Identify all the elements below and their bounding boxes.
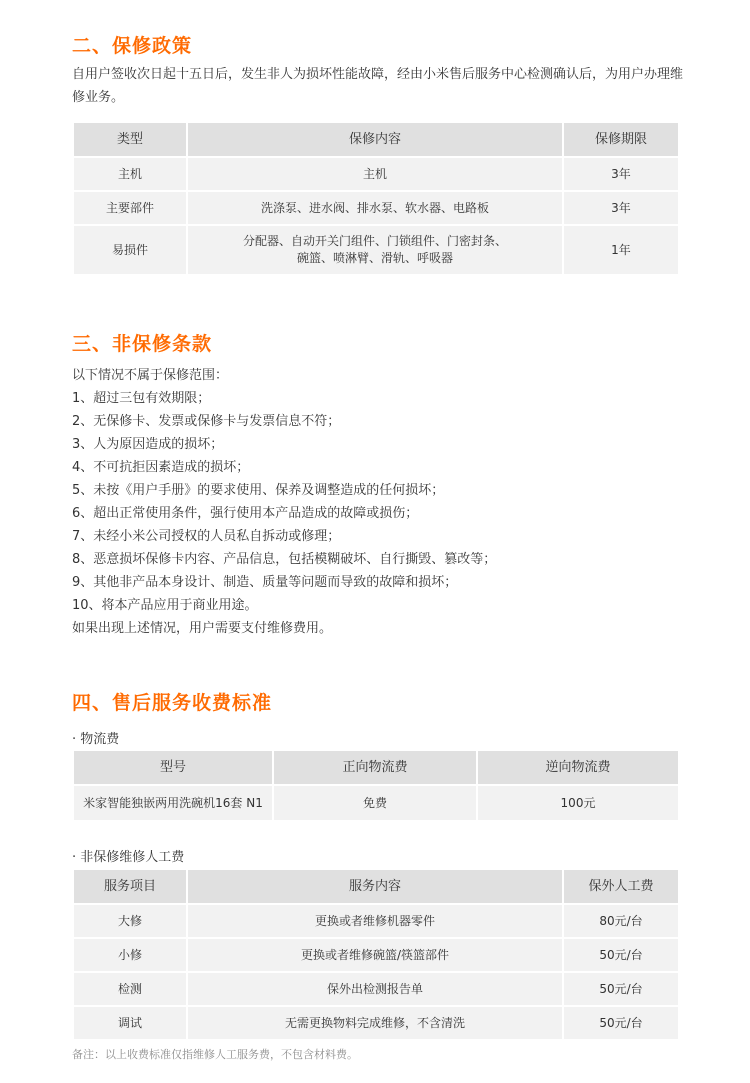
list-item: 10、将本产品应用于商业用途。 (72, 598, 258, 613)
table-cell: 检测 (74, 973, 186, 1005)
table-row (74, 905, 678, 937)
cell-line: 碗篮、喷淋臂、滑轨、呼吸器 (296, 251, 453, 265)
list-item: 3、人为原因造成的损坏； (72, 437, 224, 452)
list-intro: 以下情况不属于保修范围： (72, 368, 229, 383)
fee-note: 备注：以上收费标准仅指维修人工服务费，不包含材料费。 (72, 1048, 358, 1061)
list-outro: 如果出现上述情况，用户需要支付维修费用。 (72, 621, 333, 636)
table-header-row (74, 751, 678, 784)
table-cell: 无需更换物料完成维修，不含清洗 (188, 1007, 562, 1039)
list-item: 5、未按《用户手册》的要求使用、保养及调整造成的任何损坏； (72, 483, 445, 498)
table-header-row (74, 870, 678, 903)
table-cell: 50元/台 (564, 1007, 678, 1039)
cell-line: 分配器、自动开关门组件、门锁组件、门密封条、 (242, 234, 507, 248)
table-cell: 洗涤泵、进水阀、排水泵、软水器、电路板 (188, 192, 562, 224)
table-row (74, 786, 678, 820)
table-row (74, 158, 678, 190)
table-cell: 免费 (274, 786, 476, 820)
header-cell: 正向物流费 (274, 751, 476, 784)
table-cell: 更换或者维修机器零件 (188, 905, 562, 937)
table-cell: 米家智能独嵌两用洗碗机16套 N1 (74, 786, 272, 820)
table-row (74, 226, 678, 274)
header-cell: 型号 (74, 751, 272, 784)
logistics-table (72, 749, 680, 822)
section-title-nonwarranty: 三、非保修条款 (72, 333, 213, 355)
warranty-description: 自用户签收次日起十五日后，发生非人为损坏性能故障，经由小米售后服务中心检测确认后，为用户办理维修业务。 (72, 67, 684, 105)
list-item: 2、无保修卡、发票或保修卡与发票信息不符； (72, 414, 341, 429)
list-item: 9、其他非产品本身设计、制造、质量等问题而导致的故障和损坏； (72, 575, 458, 590)
table-cell: 主机 (188, 158, 562, 190)
table-cell: 50元/台 (564, 939, 678, 971)
nonwarranty-list (72, 364, 692, 640)
section-title-warranty: 二、保修政策 (72, 35, 193, 57)
table-cell: 1年 (564, 226, 678, 274)
list-item: 7、未经小米公司授权的人员私自拆动或修理； (72, 529, 341, 544)
header-cell: 逆向物流费 (478, 751, 678, 784)
table-cell: 保外出检测报告单 (188, 973, 562, 1005)
table-row (74, 192, 678, 224)
table-cell: 更换或者维修碗篮/筷篮部件 (188, 939, 562, 971)
table-cell: 调试 (74, 1007, 186, 1039)
table-cell: 3年 (564, 192, 678, 224)
labor-label: · 非保修维修人工费 (72, 850, 185, 865)
table-cell: 主机 (74, 158, 186, 190)
table-row (74, 973, 678, 1005)
labor-table (72, 868, 680, 1041)
list-item: 8、恶意损坏保修卡内容、产品信息，包括模糊破坏、自行撕毁、篡改等； (72, 552, 497, 567)
header-cell: 保外人工费 (564, 870, 678, 903)
header-cell: 类型 (74, 123, 186, 156)
table-cell: 小修 (74, 939, 186, 971)
table-row (74, 1007, 678, 1039)
table-cell (188, 226, 562, 274)
table-cell: 易损件 (74, 226, 186, 274)
header-cell: 服务项目 (74, 870, 186, 903)
table-cell: 主要部件 (74, 192, 186, 224)
header-cell: 保修内容 (188, 123, 562, 156)
header-cell: 保修期限 (564, 123, 678, 156)
table-cell: 50元/台 (564, 973, 678, 1005)
logistics-label: · 物流费 (72, 732, 120, 747)
list-item: 1、超过三包有效期限； (72, 391, 211, 406)
list-item: 4、不可抗拒因素造成的损坏； (72, 460, 250, 475)
list-item: 6、超出正常使用条件，强行使用本产品造成的故障或损伤； (72, 506, 419, 521)
table-header-row (74, 123, 678, 156)
warranty-table (72, 121, 680, 276)
table-cell: 大修 (74, 905, 186, 937)
table-cell: 3年 (564, 158, 678, 190)
table-cell: 100元 (478, 786, 678, 820)
section-title-fees: 四、售后服务收费标准 (72, 692, 273, 714)
header-cell: 服务内容 (188, 870, 562, 903)
table-cell: 80元/台 (564, 905, 678, 937)
table-row (74, 939, 678, 971)
